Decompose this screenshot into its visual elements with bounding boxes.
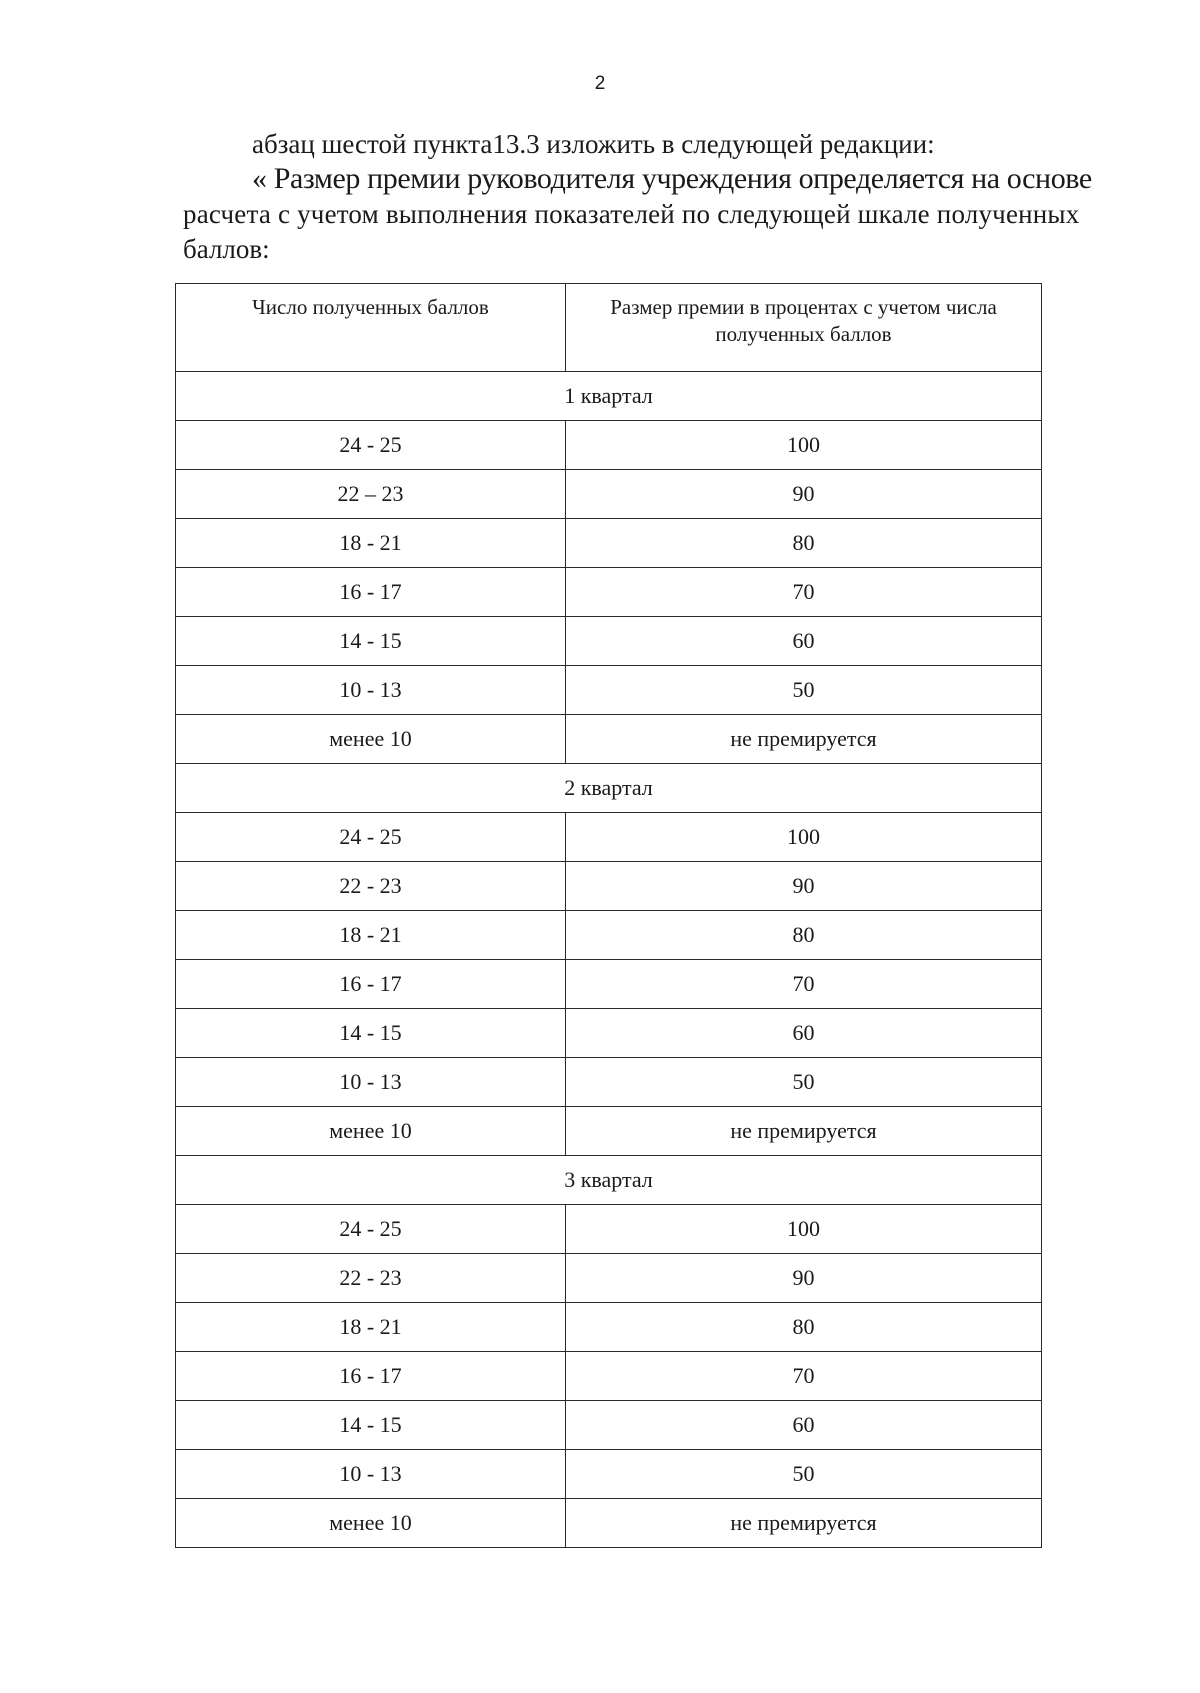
table-header-row [176,284,1042,372]
points-cell: 22 - 23 [176,862,566,911]
points-cell: 16 - 17 [176,568,566,617]
table-row [176,960,1042,1009]
bonus-cell: 50 [566,1450,1042,1499]
quarter-row [176,372,1042,421]
bonus-cell: 60 [566,1401,1042,1450]
quarter-row [176,764,1042,813]
table-row [176,813,1042,862]
points-cell: 14 - 15 [176,1401,566,1450]
bonus-cell: не премируется [566,715,1042,764]
quarter-title: 1 квартал [176,372,1042,421]
points-cell: 18 - 21 [176,1303,566,1352]
points-cell: 16 - 17 [176,960,566,1009]
header-bonus-line-2: полученных баллов [715,322,892,346]
points-cell: 22 – 23 [176,470,566,519]
table-row [176,1058,1042,1107]
points-cell: менее 10 [176,1107,566,1156]
bonus-cell: 60 [566,617,1042,666]
table-row [176,911,1042,960]
table-row [176,519,1042,568]
points-cell: 10 - 13 [176,1450,566,1499]
header-points-label: Число полученных баллов [252,295,489,319]
bonus-cell: 90 [566,1254,1042,1303]
bonus-cell: 70 [566,960,1042,1009]
table-row [176,617,1042,666]
table-row [176,1107,1042,1156]
bonus-cell: 100 [566,813,1042,862]
points-cell: 18 - 21 [176,911,566,960]
bonus-cell: 100 [566,421,1042,470]
bonus-cell: 50 [566,1058,1042,1107]
table-row [176,1450,1042,1499]
bonus-cell: 70 [566,1352,1042,1401]
bonus-cell: 60 [566,1009,1042,1058]
header-bonus-line-1: Размер премии в процентах с учетом числа [610,295,997,319]
points-cell: 14 - 15 [176,617,566,666]
points-cell: 24 - 25 [176,813,566,862]
table-row [176,421,1042,470]
table-row [176,1254,1042,1303]
bonus-scale-table [175,283,1042,1548]
quote-line-2: расчета с учетом выполнения показателей по следующей шкале полученных [183,199,1080,229]
table-row [176,862,1042,911]
bonus-cell: 80 [566,519,1042,568]
points-cell: менее 10 [176,715,566,764]
table-row [176,1352,1042,1401]
points-cell: 16 - 17 [176,1352,566,1401]
table-row [176,568,1042,617]
bonus-cell: не премируется [566,1499,1042,1548]
points-cell: 22 - 23 [176,1254,566,1303]
bonus-cell: 90 [566,862,1042,911]
amendment-intro: абзац шестой пункта13.3 изложить в следующей редакции: [252,129,935,159]
bonus-cell: 70 [566,568,1042,617]
quarter-title: 3 квартал [176,1156,1042,1205]
table-row [176,1401,1042,1450]
table-row [176,715,1042,764]
points-cell: 24 - 25 [176,1205,566,1254]
points-cell: 10 - 13 [176,1058,566,1107]
bonus-cell: 80 [566,1303,1042,1352]
table-row [176,1499,1042,1548]
table-row [176,1205,1042,1254]
header-bonus [566,284,1042,372]
table-row [176,666,1042,715]
bonus-cell: 50 [566,666,1042,715]
quote-line-3: баллов: [183,234,270,264]
bonus-cell: не премируется [566,1107,1042,1156]
bonus-cell: 80 [566,911,1042,960]
bonus-cell: 90 [566,470,1042,519]
points-cell: 14 - 15 [176,1009,566,1058]
points-cell: 10 - 13 [176,666,566,715]
points-cell: 24 - 25 [176,421,566,470]
points-cell: 18 - 21 [176,519,566,568]
table-row [176,470,1042,519]
header-points [176,284,566,372]
page-number: 2 [594,73,606,94]
points-cell: менее 10 [176,1499,566,1548]
bonus-cell: 100 [566,1205,1042,1254]
quarter-row [176,1156,1042,1205]
table-row [176,1009,1042,1058]
quarter-title: 2 квартал [176,764,1042,813]
quote-line-1: « Размер премии руководителя учреждения определяется на основе [252,162,1092,195]
table-row [176,1303,1042,1352]
